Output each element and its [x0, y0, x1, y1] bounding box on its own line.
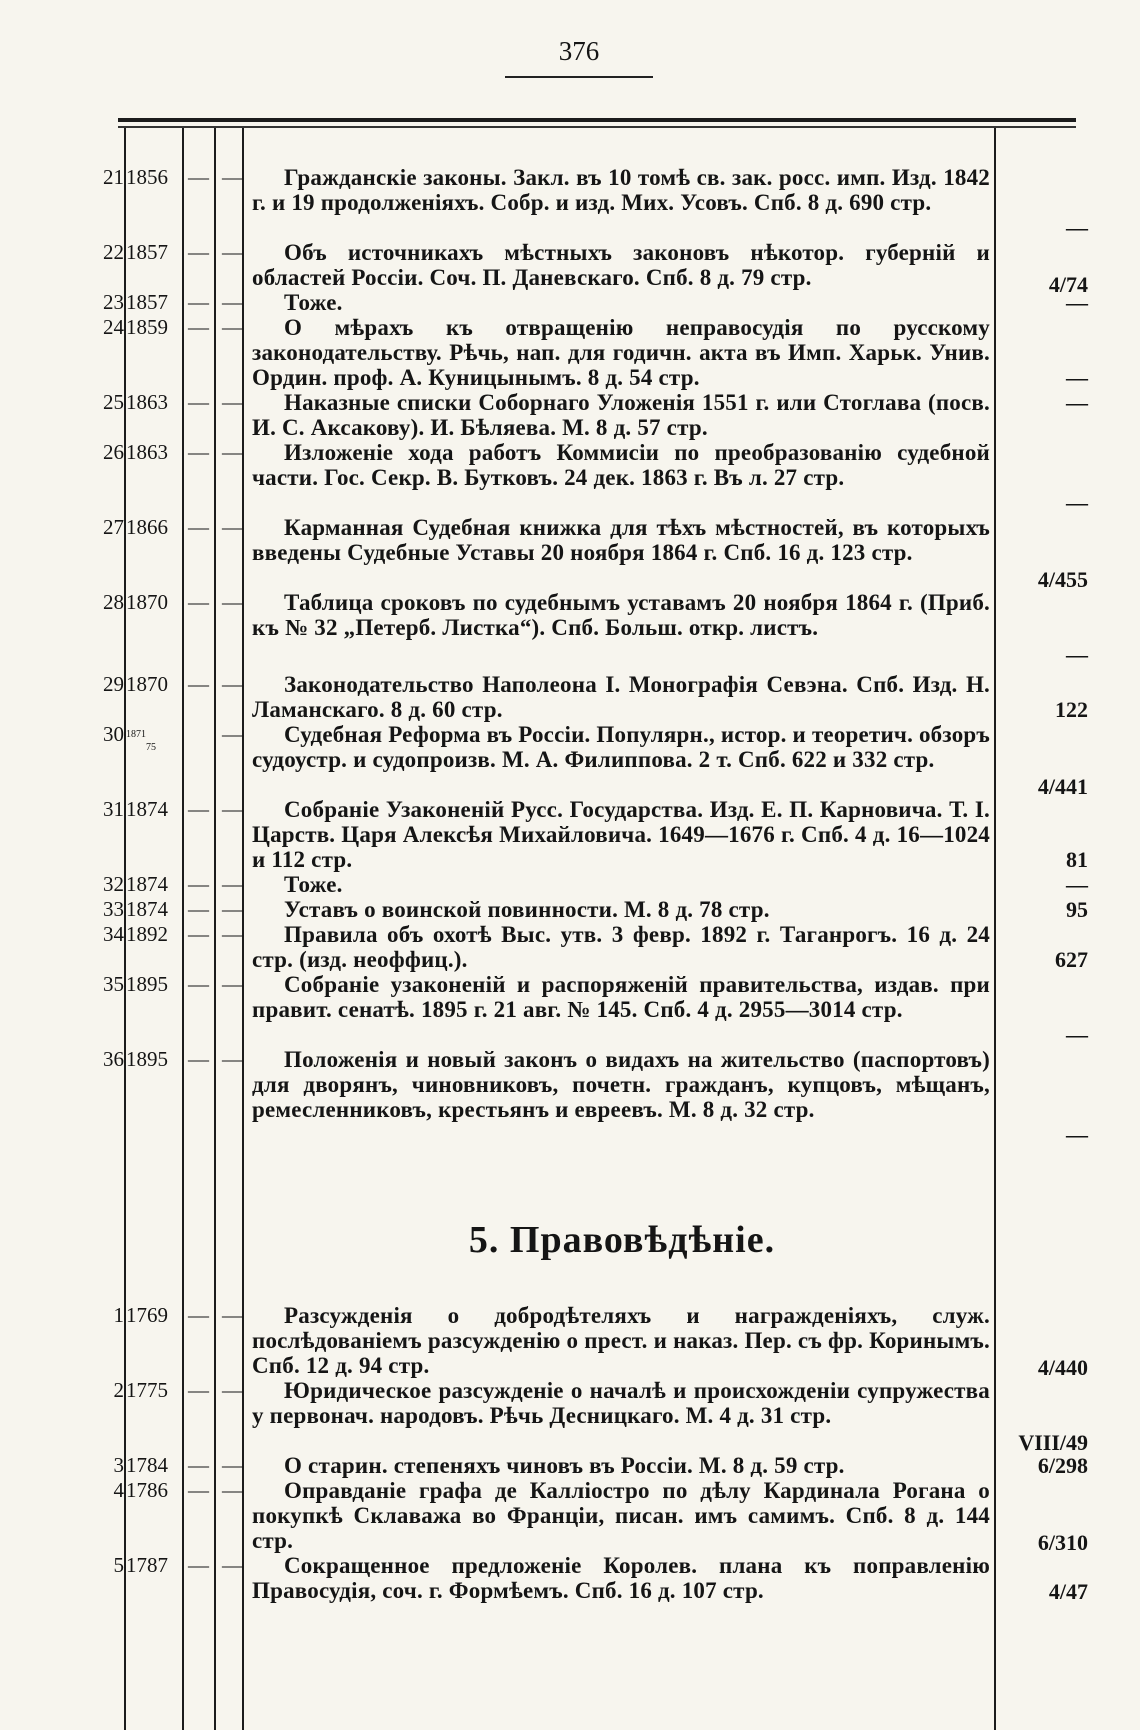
entry-year: 1892	[126, 922, 168, 946]
entry-dash-1: —	[188, 972, 209, 996]
entry-dash-2: —	[222, 722, 243, 746]
entry-year: 1769	[126, 1303, 168, 1327]
entry-year: 1775	[126, 1378, 168, 1402]
entry-dash-2: —	[222, 1303, 243, 1327]
entry-price: 81	[1066, 847, 1088, 872]
entry-dash-2: —	[222, 440, 243, 464]
entry-number: 25	[103, 390, 124, 414]
entry-number: 2	[113, 1378, 124, 1402]
entry-dash-2: —	[222, 922, 243, 946]
entry-year: 1874	[126, 872, 168, 896]
entry-year: 1856	[126, 165, 168, 189]
entry-number: 27	[103, 515, 124, 539]
entry-year: 1857	[126, 240, 168, 264]
entry-dash-2: —	[222, 872, 243, 896]
entry-dash-1: —	[188, 672, 209, 696]
entry-year: 1859	[126, 315, 168, 339]
section-title: 5. Правовѣдѣніе.	[468, 1219, 776, 1261]
entry-number: 29	[103, 672, 124, 696]
top-rule-thin	[118, 126, 1076, 128]
entry-price: 95	[1066, 897, 1088, 922]
entry-price: —	[1066, 490, 1088, 515]
entry-description: Сокращенное предложеніе Королев. плана къ поправленію Правосудія, соч. г. Формѣемъ. Спб. 16 д. 107 стр.	[252, 1553, 990, 1603]
entry-price: —	[1066, 642, 1088, 667]
entry-description: Собраніе узаконеній и распоряженій правительства, издав. при правит. сенатѣ. 1895 г. 21 авг. № 145. Спб. 4 д. 2955—3014 стр.	[252, 972, 990, 1022]
entry-dash-2: —	[222, 515, 243, 539]
entry-number: 4	[113, 1478, 124, 1502]
entry-year: 1863	[126, 440, 168, 464]
entry-year	[126, 722, 182, 760]
entry-number: 30	[103, 722, 124, 746]
entry-number: 31	[103, 797, 124, 821]
entry-year: 1866	[126, 515, 168, 539]
column-rule	[994, 128, 996, 1730]
entry-number: 32	[103, 872, 124, 896]
entry-dash-1: —	[188, 390, 209, 414]
entry-year: 1874	[126, 797, 168, 821]
entry-number: 33	[103, 897, 124, 921]
entry-dash-2: —	[222, 972, 243, 996]
column-rule	[182, 128, 184, 1730]
entry-dash-2: —	[222, 797, 243, 821]
entry-number: 35	[103, 972, 124, 996]
entry-dash-2: —	[222, 390, 243, 414]
entry-price: —	[1066, 215, 1088, 240]
entry-number: 1	[113, 1303, 124, 1327]
entry-dash-2: —	[222, 1553, 243, 1577]
entry-price: 627	[1055, 947, 1088, 972]
entry-dash-1: —	[188, 315, 209, 339]
entry-description: Юридическое разсужденіе о началѣ и происхожденіи супружества у первонач. народовъ. Рѣчь Десницкаго. М. 4 д. 31 стр.	[252, 1378, 990, 1428]
entry-description: Положенія и новый законъ о видахъ на жительство (паспортовъ) для дворянъ, чиновниковъ, почетн. гражданъ, купцовъ, мѣщанъ, ремесленниковъ, крестьянъ и евреевъ. М. 8 д. 32 стр.	[252, 1047, 990, 1122]
entry-year: 1863	[126, 390, 168, 414]
entry-dash-2: —	[222, 1453, 243, 1477]
entry-description: Объ источникахъ мѣстныхъ законовъ нѣкотор. губерній и областей Россіи. Соч. П. Даневскаго. Спб. 8 д. 79 стр.	[252, 240, 990, 290]
entry-dash-2: —	[222, 1047, 243, 1071]
entry-dash-2: —	[222, 1378, 243, 1402]
entry-dash-2: —	[222, 290, 243, 314]
entry-dash-1: —	[188, 872, 209, 896]
entry-year-end: 75	[146, 742, 156, 754]
entry-dash-1: —	[188, 440, 209, 464]
entry-dash-2: —	[222, 1478, 243, 1502]
entry-description: Наказные списки Соборнаго Уложенія 1551 г. или Стоглава (посв. И. С. Аксакову). И. Бѣляева. М. 8 д. 57 стр.	[252, 390, 990, 440]
entry-year: 1870	[126, 590, 168, 614]
entry-description: О старин. степеняхъ чиновъ въ Россіи. М. 8 д. 59 стр.	[284, 1453, 845, 1478]
entry-price: 4/441	[1037, 774, 1088, 799]
entry-year: 1895	[126, 972, 168, 996]
entry-price: —	[1066, 390, 1088, 415]
entry-description: Таблица сроковъ по судебнымъ уставамъ 20 ноября 1864 г. (Приб. къ № 32 „Петерб. Листка“). Спб. Больш. откр. листъ.	[252, 590, 990, 640]
entry-description: Оправданіе графа де Калліостро по дѣлу Кардинала Рогана о покупкѣ Склаважа во Франціи, писан. имъ самимъ. Спб. 8 д. 144 стр.	[252, 1478, 990, 1553]
entry-description: Карманная Судебная книжка для тѣхъ мѣстностей, въ которыхъ введены Судебные Уставы 20 ноября 1864 г. Спб. 16 д. 123 стр.	[252, 515, 990, 565]
entry-price: 6/310	[1037, 1530, 1088, 1555]
entry-price: —	[1066, 872, 1088, 897]
entry-price: 122	[1055, 697, 1088, 722]
entry-price: 4/455	[1037, 567, 1088, 592]
entry-dash-1: —	[188, 897, 209, 921]
entry-number: 26	[103, 440, 124, 464]
entry-price: 4/74	[1048, 272, 1088, 297]
entry-number: 28	[103, 590, 124, 614]
page-number: 376	[558, 36, 600, 66]
entry-price: VIII/49	[1018, 1430, 1088, 1455]
entry-price: —	[1066, 1022, 1088, 1047]
entry-price: —	[1066, 1122, 1088, 1147]
entry-dash-1: —	[188, 922, 209, 946]
entry-year: 1787	[126, 1553, 168, 1577]
entry-description: Уставъ о воинской повинности. М. 8 д. 78 стр.	[284, 897, 770, 922]
entry-price: 6/298	[1037, 1453, 1088, 1478]
entry-price: 4/47	[1048, 1579, 1088, 1604]
entry-dash-1: —	[188, 1303, 209, 1327]
entry-dash-1: —	[188, 1047, 209, 1071]
entry-year: 1874	[126, 897, 168, 921]
entry-dash-1: —	[188, 240, 209, 264]
entry-number: 22	[103, 240, 124, 264]
entry-dash-2: —	[222, 315, 243, 339]
entry-dash-1: —	[188, 1478, 209, 1502]
entry-dash-2: —	[222, 240, 243, 264]
entry-dash-1: —	[188, 515, 209, 539]
entry-dash-1: —	[188, 797, 209, 821]
entry-description: Изложеніе хода работъ Коммисіи по преобразованію судебной части. Гос. Секр. В. Бутковъ. 24 дек. 1863 г. Въ л. 27 стр.	[252, 440, 990, 490]
entry-dash-1: —	[188, 290, 209, 314]
entry-description: Законодательство Наполеона I. Монографія Севэна. Спб. Изд. Н. Ламанскаго. 8 д. 60 стр.	[252, 672, 990, 722]
entry-description: О мѣрахъ къ отвращенію неправосудія по русскому законодательству. Рѣчь, нап. для годичн. акта въ Имп. Харьк. Унив. Ордин. проф. А. Куницынымъ. 8 д. 54 стр.	[252, 315, 990, 390]
entry-year: 1786	[126, 1478, 168, 1502]
entry-number: 21	[103, 165, 124, 189]
entry-description: Разсужденія о добродѣтеляхъ и награжденіяхъ, служ. послѣдованіемъ разсужденію о прест. и наказ. Пер. съ фр. Коринымъ. Спб. 12 д. 94 стр.	[252, 1303, 990, 1378]
entry-price: —	[1066, 290, 1088, 315]
entry-dash-2: —	[222, 590, 243, 614]
entry-year: 1870	[126, 672, 168, 696]
entry-price: —	[1066, 365, 1088, 390]
entry-description: Гражданскіе законы. Закл. въ 10 томѣ св. зак. росс. имп. Изд. 1842 г. и 19 продолженіяхъ. Собр. и изд. Мих. Усовъ. Спб. 8 д. 690 стр.	[252, 165, 990, 215]
entry-dash-2: —	[222, 672, 243, 696]
entry-dash-2: —	[222, 897, 243, 921]
entry-year: 1784	[126, 1453, 168, 1477]
top-rule	[118, 118, 1076, 122]
page-number-rule	[505, 76, 653, 78]
entry-number: 23	[103, 290, 124, 314]
entry-dash-1: —	[188, 1453, 209, 1477]
entry-dash-1: —	[188, 1553, 209, 1577]
entry-number: 5	[113, 1553, 124, 1577]
entry-price: 4/440	[1037, 1355, 1088, 1380]
entry-dash-2: —	[222, 165, 243, 189]
entry-number: 34	[103, 922, 124, 946]
entry-dash-1: —	[188, 165, 209, 189]
entry-year-start: 1871	[126, 729, 146, 740]
entry-description: Правила объ охотѣ Выс. утв. 3 февр. 1892 г. Таганрогъ. 16 д. 24 стр. (изд. неоффиц.).	[252, 922, 990, 972]
entry-year: 1895	[126, 1047, 168, 1071]
entry-description: Собраніе Узаконеній Русс. Государства. Изд. Е. П. Карновича. Т. I. Царств. Царя Алексѣя Михайловича. 1649—1676 г. Спб. 4 д. 16—1024 и 112 стр.	[252, 797, 990, 872]
entry-description: Тоже.	[284, 872, 343, 897]
entry-description: Тоже.	[284, 290, 343, 315]
column-rule	[214, 128, 216, 1730]
entry-number: 36	[103, 1047, 124, 1071]
entry-number: 24	[103, 315, 124, 339]
entry-year: 1857	[126, 290, 168, 314]
entry-dash-1: —	[188, 590, 209, 614]
entry-dash-1: —	[188, 1378, 209, 1402]
entry-number: 3	[113, 1453, 124, 1477]
entry-description: Судебная Реформа въ Россіи. Популярн., истор. и теоретич. обзоръ судоустр. и судопроизв. М. А. Филиппова. 2 т. Спб. 622 и 332 стр.	[252, 722, 990, 772]
